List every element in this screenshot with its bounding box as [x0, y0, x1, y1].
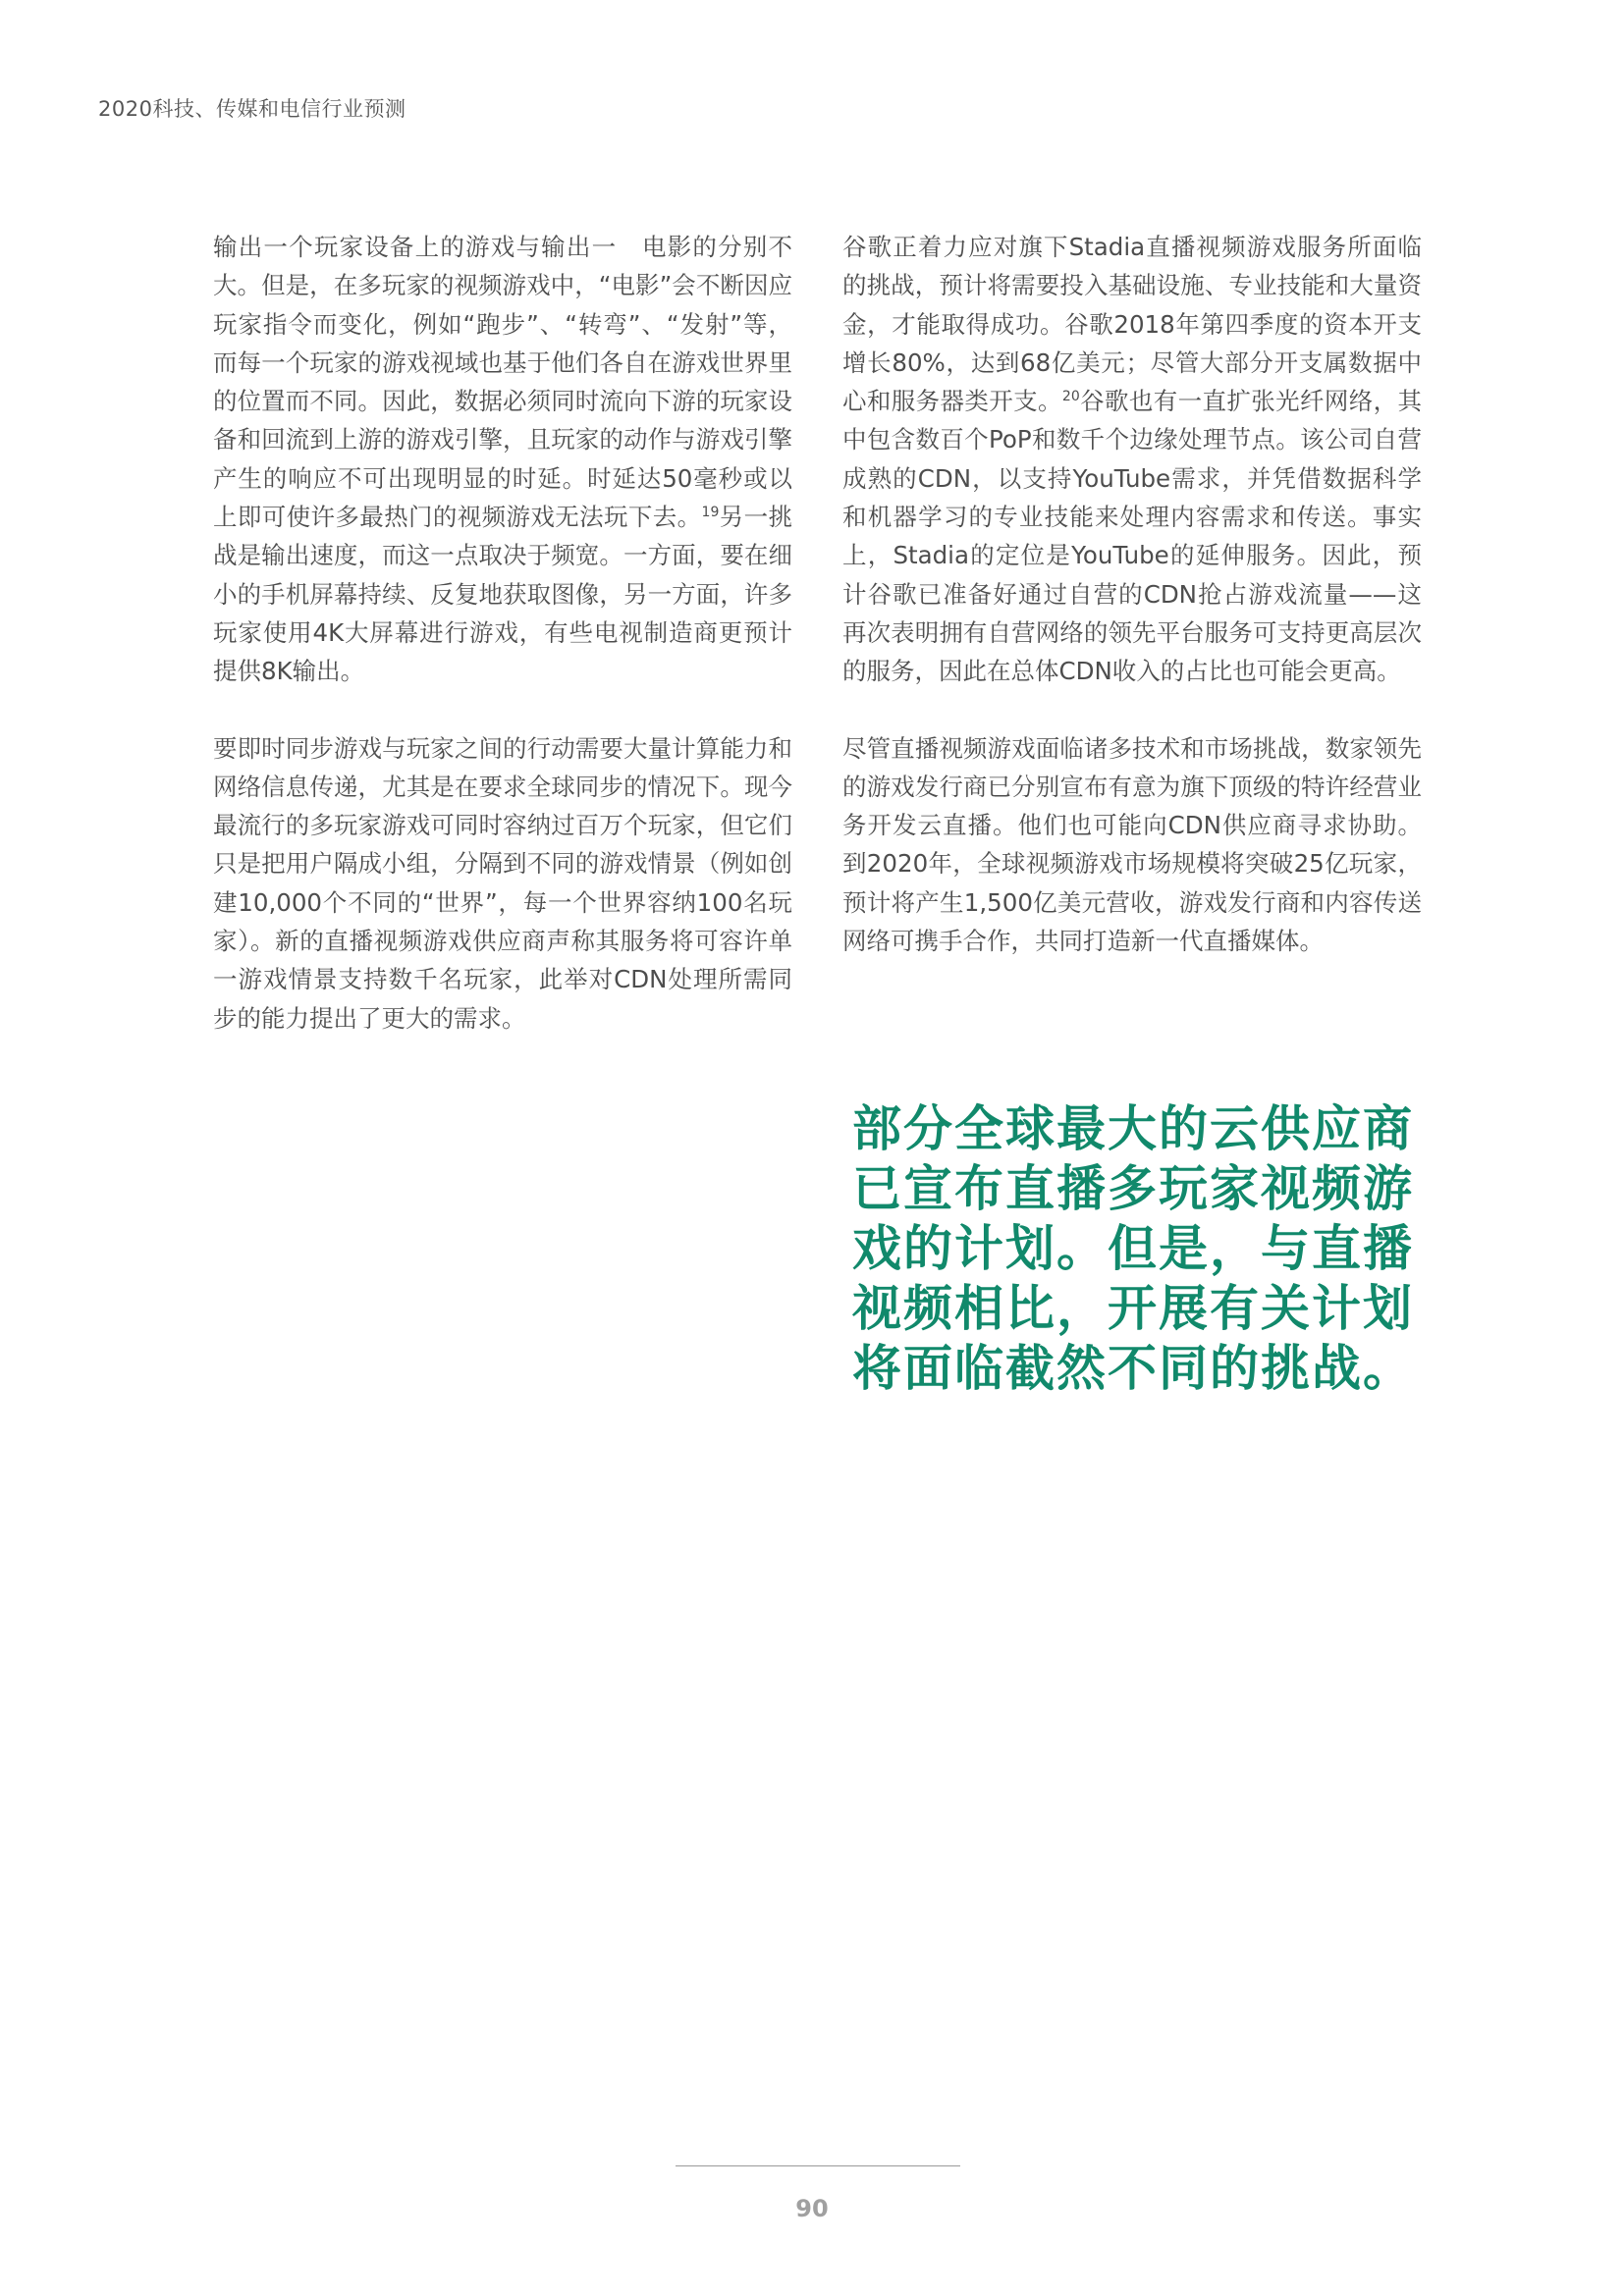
page-number: 90 — [795, 2195, 829, 2222]
footnote-ref[interactable]: 20 — [1061, 389, 1080, 405]
report-header: 2020科技、传媒和电信行业预测 — [98, 97, 406, 121]
pull-quote: 部分全球最大的云供应商已宣布直播多玩家视频游戏的计划。但是，与直播视频相比，开展有关计划将面临截然不同的挑战。 — [852, 1100, 1414, 1397]
right-column — [842, 228, 1422, 998]
paragraph-text: 谷歌正着力应对旗下Stadia直播视频游戏服务所面临的挑战，预计将需要投入基础设施、专业技能和大量资金，才能取得成功。谷歌2018年第四季度的资本开支增长80%，达到68亿美元；尽管大部分开支属数据中心和服务器类开支。 — [842, 233, 1422, 416]
body-paragraph — [842, 228, 1422, 691]
left-column — [213, 228, 792, 1076]
footer-divider — [676, 2165, 960, 2166]
footnote-ref[interactable]: 19 — [701, 504, 720, 520]
body-paragraph — [842, 729, 1422, 961]
paragraph-text: 尽管直播视频游戏面临诸多技术和市场挑战，数家领先的游戏发行商已分别宣布有意为旗下顶级的特许经营业务开发云直播。他们也可能向CDN供应商寻求协助。到2020年，全球视频游戏市场规模将突破25亿玩家，预计将产生1,500亿美元营收，游戏发行商和内容传送网络可携手合作，共同打造新一代直播媒体。 — [842, 733, 1422, 956]
paragraph-text: 输出一个玩家设备上的游戏与输出一 电影的分别不大。但是，在多玩家的视频游戏中，“电影”会不断因应玩家指令而变化，例如“跑步”、“转弯”、“发射”等，而每一个玩家的游戏视域也基于他们各自在游戏世界里的位置而不同。因此，数据必须同时流向下游的玩家设备和回流到上游的游戏引擎，且玩家的动作与游戏引擎产生的响应不可出现明显的时延。时延达50毫秒或以上即可使许多最热门的视频游戏无法玩下去。 — [213, 233, 792, 532]
body-paragraph — [213, 729, 792, 1038]
paragraph-text: 要即时同步游戏与玩家之间的行动需要大量计算能力和网络信息传递，尤其是在要求全球同步的情况下。现今最流行的多玩家游戏可同时容纳过百万个玩家，但它们只是把用户隔成小组，分隔到不同的游戏情景（例如创建10,000个不同的“世界”，每一个世界容纳100名玩家）。新的直播视频游戏供应商声称其服务将可容许单一游戏情景支持数千名玩家，此举对CDN处理所需同步的能力提出了更大的需求。 — [213, 733, 792, 1033]
paragraph-text-cont: 另一挑战是输出速度，而这一点取决于频宽。一方面，要在细小的手机屏幕持续、反复地获取图像，另一方面，许多玩家使用4K大屏幕进行游戏，有些电视制造商更预计提供8K输出。 — [213, 503, 793, 686]
body-paragraph — [213, 228, 792, 691]
paragraph-text-cont: 谷歌也有一直扩张光纤网络，其中包含数百个PoP和数千个边缘处理节点。该公司自营成熟的CDN，以支持YouTube需求，并凭借数据科学和机器学习的专业技能来处理内容需求和传送。事实上，Stadia的定位是YouTube的延伸服务。因此，预计谷歌已准备好通过自营的CDN抢占游戏流量——这再次表明拥有自营网络的领先平台服务可支持更高层次的服务，因此在总体CDN收入的占比也可能会更高。 — [842, 387, 1423, 686]
